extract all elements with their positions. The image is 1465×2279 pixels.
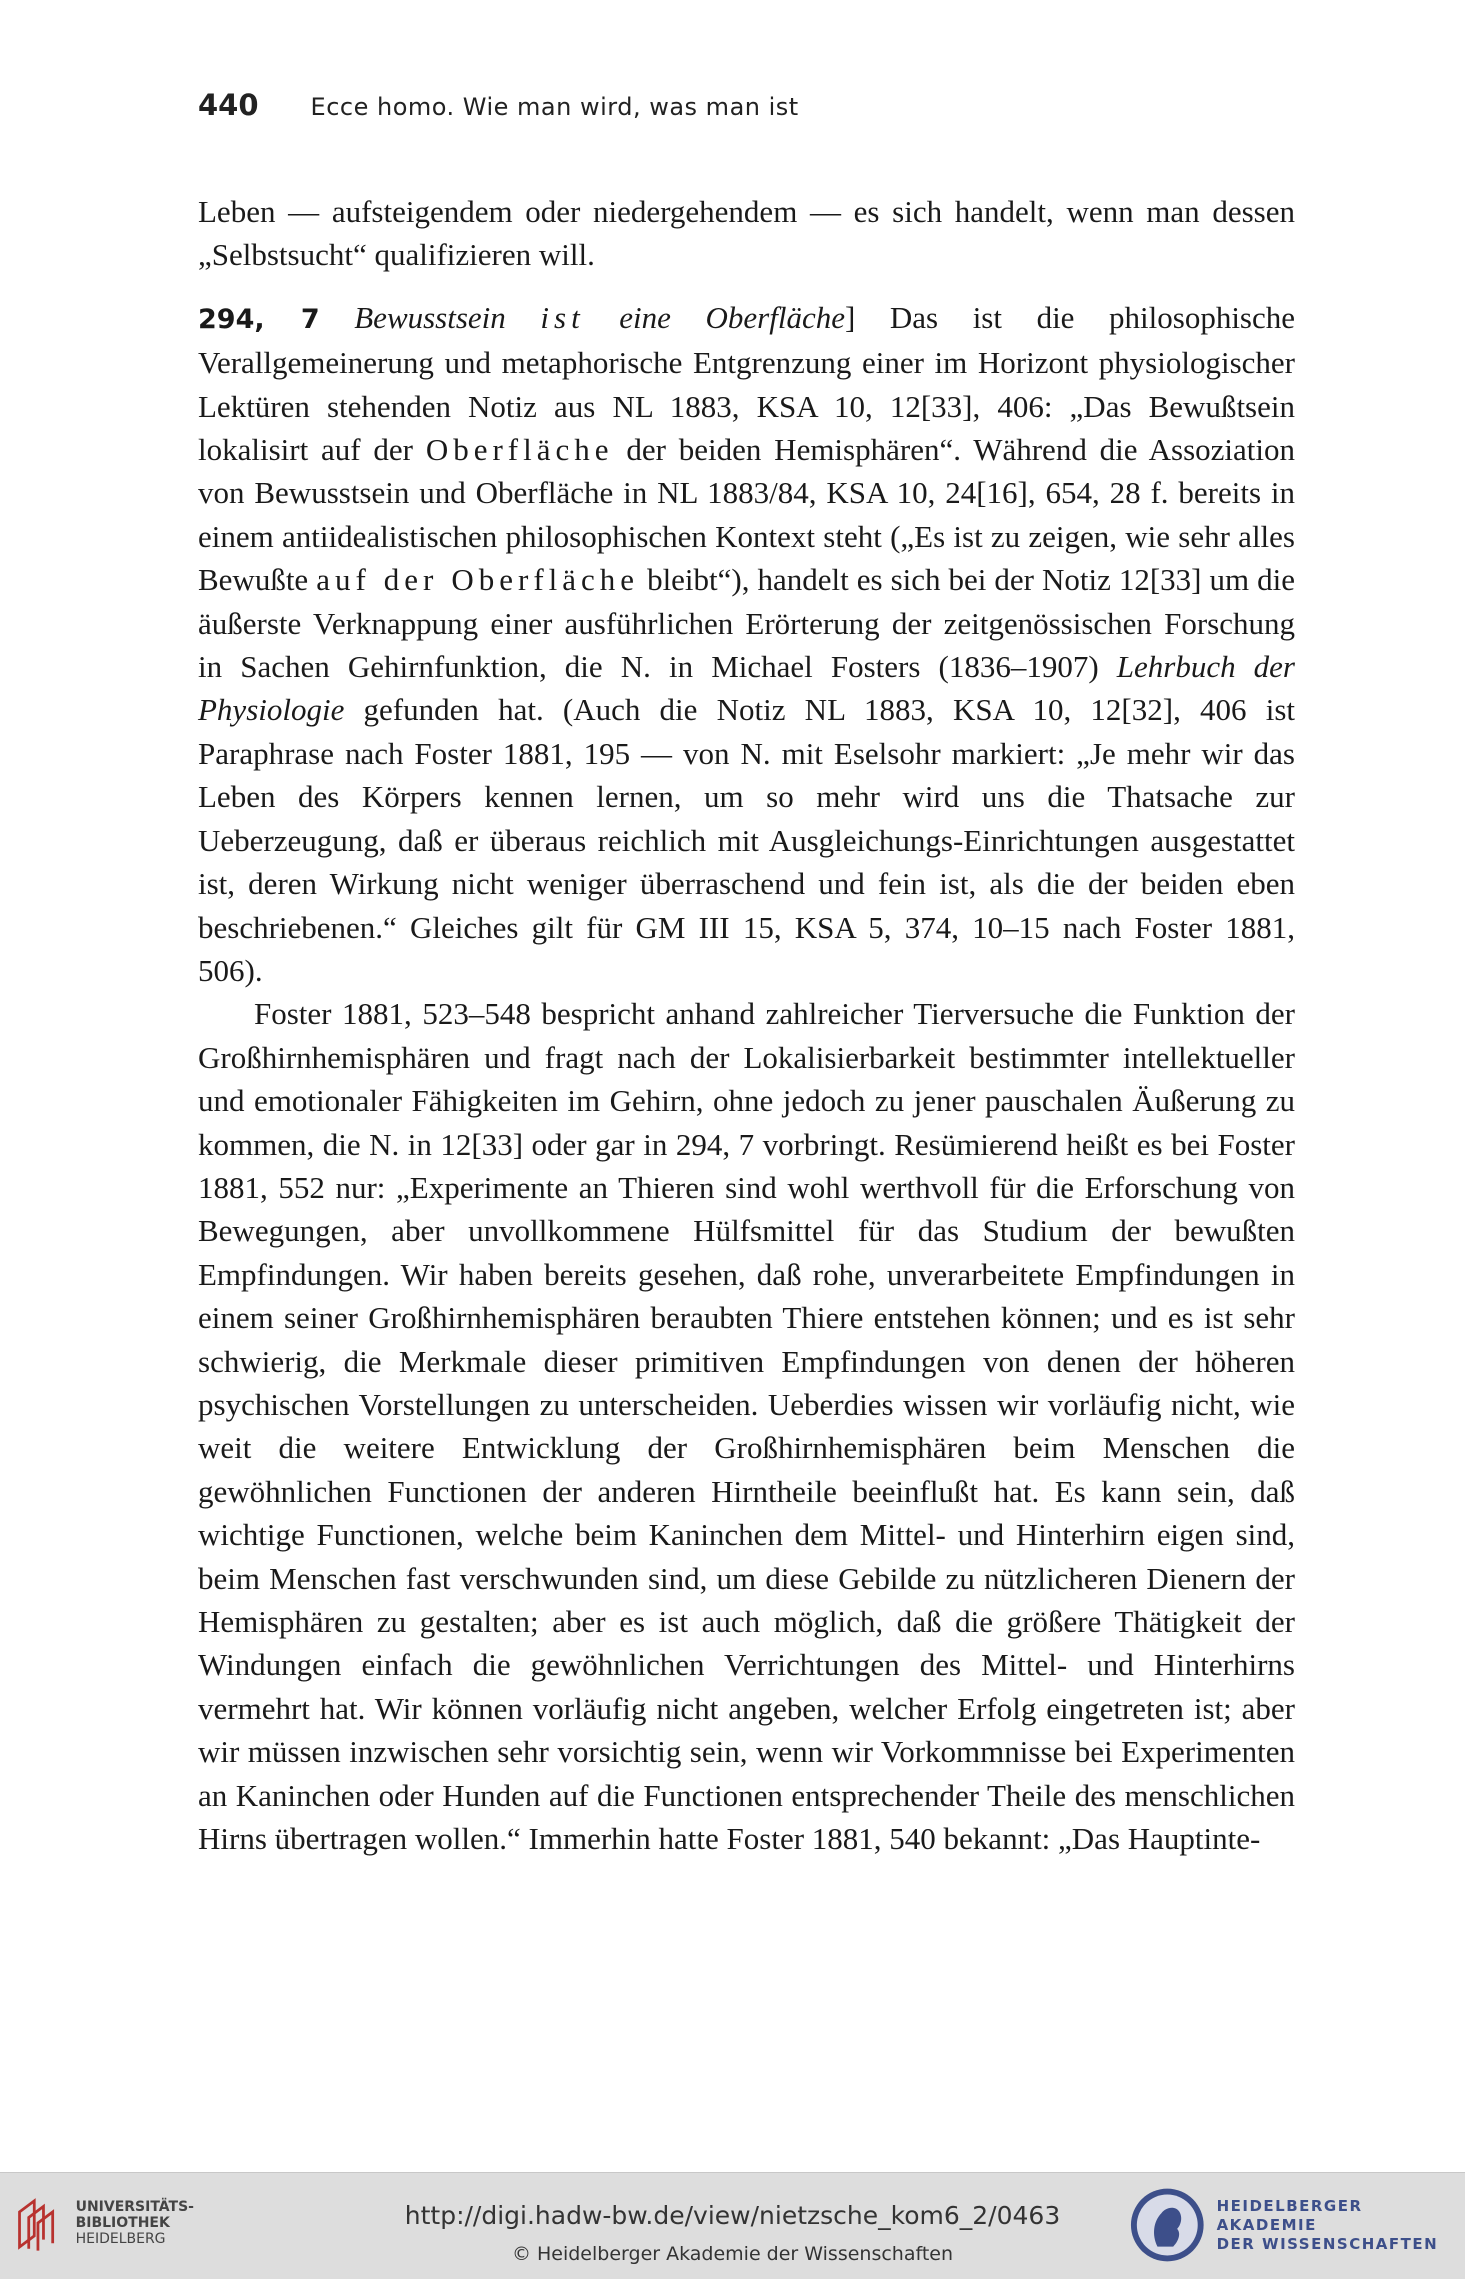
page-number: 440	[198, 88, 259, 122]
paragraph: Foster 1881, 523–548 bespricht anhand zahlreicher Tierversuche die Funktion der Großhirnhemisphären und fragt nach der Lokalisierbarkeit bestimmter intellektueller und emotionaler Fähigkeiten im Gehirn, ohne jedoch zu jener pauschalen Äußerung zu kommen, die N. in 12[33] oder gar in 294, 7 vorbringt. Resümierend heißt es bei Foster 1881, 552 nur: „Experimente an Thieren sind wohl werthvoll für die Erforschung von Bewegungen, aber unvollkommene Hülfsmittel für das Studium der bewußten Empfindungen. Wir haben bereits gesehen, daß rohe, unverarbeitete Empfindungen in einem seiner Großhirnhemisphären beraubten Thiere entstehen können; und es ist sehr schwierig, die Merkmale dieser primitiven Empfindungen von denen der höheren psychischen Vorstellungen zu unterscheiden. Ueberdies wissen wir vorläufig nicht, wie weit die weitere Entwicklung der Großhirnhemisphären beim Menschen die gewöhnlichen Functionen der anderen Hirntheile beeinflußt hat. Es kann sein, daß wichtige Functionen, welche beim Kaninchen dem Mittel- und Hinterhirn eigen sind, beim Menschen fast verschwunden sind, um diese Gebilde zu nützlicheren Dienern der Hemisphären zu gestalten; aber es ist auch möglich, daß die größere Thätigkeit der Windungen einfach die gewöhnlichen Verrichtungen des Mittel- und Hinterhirns vermehrt hat. Wir können vorläufig nicht angeben, welcher Erfolg eingetreten ist; aber wir müssen inzwischen sehr vorsichtig sein, wenn wir Vorkommnisse bei Experimenten an Kaninchen oder Hunden auf die Functionen entsprechender Theile des menschlichen Hirns übertragen wollen.“ Immerhin hatte Foster 1881, 540 bekannt: „Das Hauptinte-	[198, 996, 1295, 1857]
page-header	[198, 88, 799, 128]
lemma-reference: 294, 7	[198, 303, 320, 335]
spaced-emphasis: Oberfläche	[425, 432, 614, 468]
source-url-link[interactable]: http://digi.hadw-bw.de/view/nietzsche_kom6_2/0463	[404, 2201, 1061, 2230]
book-title: Lehrbuch der Physiologie	[198, 649, 1295, 728]
commentary-body	[198, 190, 1295, 1860]
commentary-entry: 294, 7 Bewusstsein ist eine Oberfläche] Das ist die philosophische Verallgemeinerung und metaphorische Entgrenzung einer im Horizont physiologischer Lektüren stehenden Notiz aus NL 1883, KSA 10, 12[33], 406: „Das Bewußtsein lokalisirt auf der Oberfläche der beiden Hemisphären“. Während die Assoziation von Bewusstsein und Oberfläche in NL 1883/84, KSA 10, 24[16], 654, 28 f. bereits in einem antiidealistischen philosophischen Kontext steht („Es ist zu zeigen, wie sehr alles Bewußte auf der Oberfläche bleibt“), handelt es sich bei der Notiz 12[33] um die äußerste Verknappung einer ausführlichen Erörterung der zeitgenössischen Forschung in Sachen Gehirnfunktion, die N. in Michael Fosters (1836–1907) Lehrbuch der Physiologie gefunden hat. (Auch die Notiz NL 1883, KSA 10, 12[32], 406 ist Paraphrase nach Foster 1881, 195 — von N. mit Eselsohr markiert: „Je mehr wir das Leben des Körpers kennen lernen, um so mehr wird uns die Thatsache zur Ueberzeugung, daß er überaus reichlich mit Ausgleichungs-Einrichtungen ausgestattet ist, deren Wirkung nicht weniger überraschend und fein ist, als die der beiden eben beschriebenen.“ Gleiches gilt für GM III 15, KSA 5, 374, 10–15 nach Foster 1881, 506).	[198, 299, 1296, 988]
paragraph-continuation: Leben — aufsteigendem oder niedergehendem — es sich handelt, wenn man dessen „Selbstsucht“ qualifizieren will.	[198, 194, 1295, 273]
academy-name: HEIDELBERGER AKADEMIE DER WISSENSCHAFTEN	[1216, 2196, 1439, 2253]
spaced-emphasis: ist	[540, 299, 585, 335]
running-title: Ecce homo. Wie man wird, was man ist	[310, 93, 799, 121]
footer-bar	[0, 2172, 1465, 2279]
spaced-emphasis: auf der Oberfläche	[316, 562, 640, 598]
academy-seal-icon	[1128, 2185, 1207, 2265]
lemma-text: Bewusstsein ist eine Oberfläche	[354, 299, 845, 335]
copyright-notice: © Heidelberger Akademie der Wissenschaften	[511, 2243, 954, 2265]
academy-logo[interactable]	[1128, 2185, 1465, 2265]
library-name: UNIVERSITÄTS- BIBLIOTHEK HEIDELBERG	[75, 2199, 194, 2247]
